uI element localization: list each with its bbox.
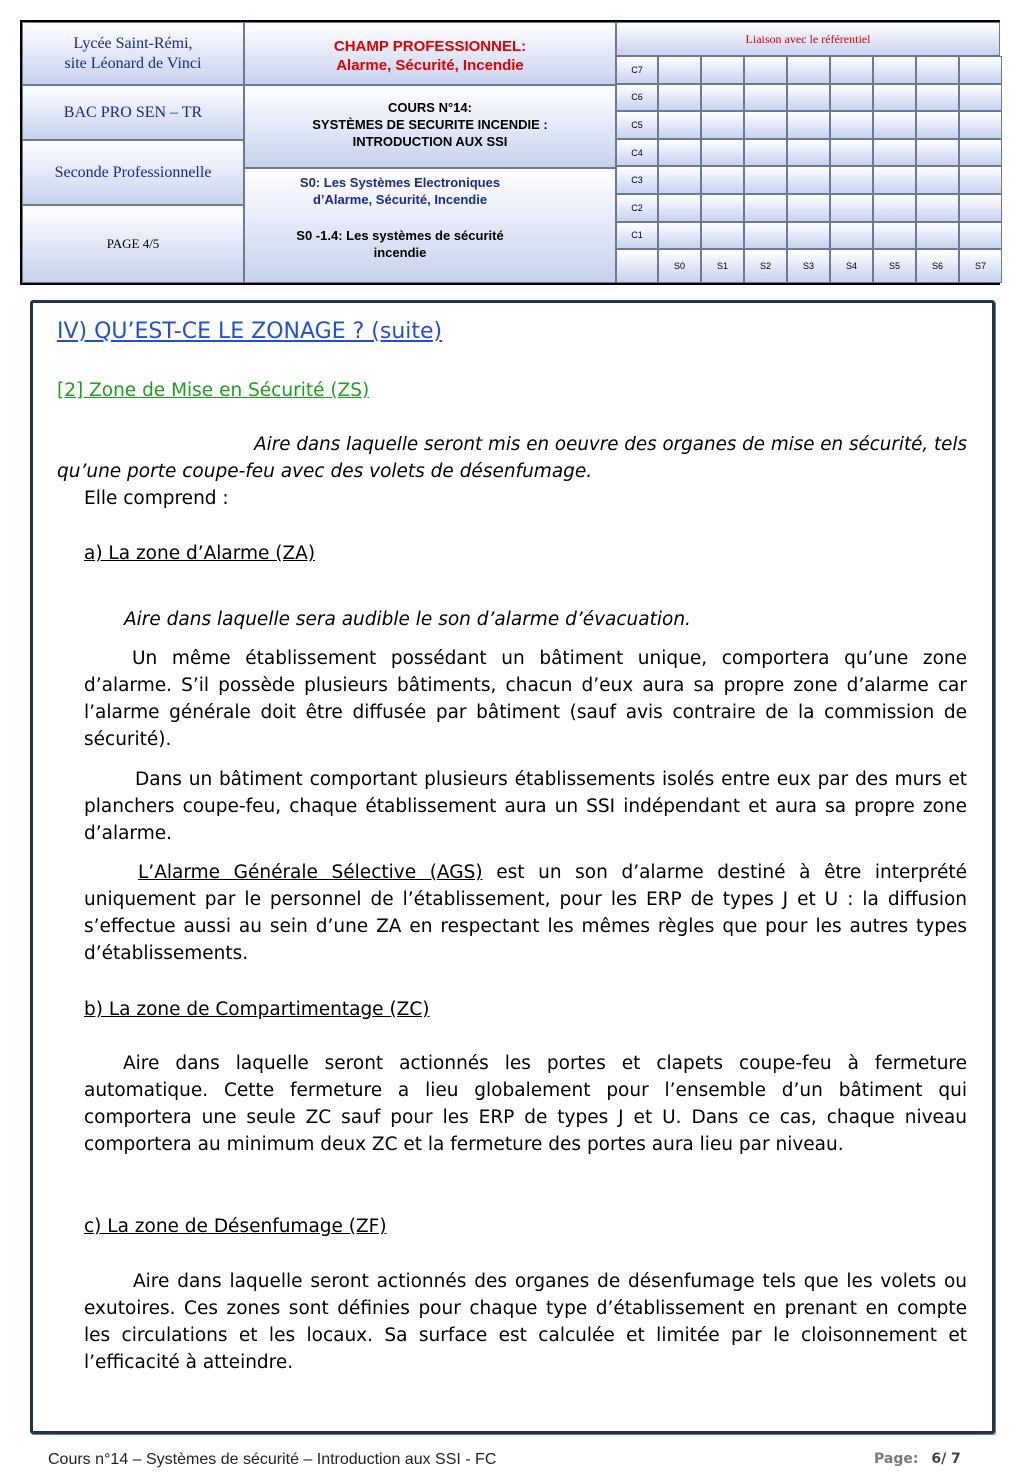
za-paragraph-2-text: Dans un bâtiment comportant plusieurs établissements isolés entre eux par des murs et planchers coupe-feu, chaque établissement aura un SSI indépendant et aura sa propre zone d’alarme. — [84, 769, 967, 844]
grid-cell — [787, 166, 830, 194]
grid-cell — [959, 56, 1002, 84]
grid-col-label: S2 — [744, 249, 787, 283]
grid-row-label: C5 — [616, 111, 658, 139]
zs-definition-line1: Aire dans laquelle seront mis en oeuvre des organes de mise en sécurité, tels — [254, 434, 967, 455]
grid-cell — [787, 56, 830, 84]
level-cell — [22, 140, 244, 205]
grid-cell — [830, 84, 873, 112]
grid-cell — [787, 139, 830, 167]
section-title: IV) QU’EST-CE LE ZONAGE ? (suite) — [57, 319, 443, 344]
grid-cell — [873, 111, 916, 139]
grid-row-label: C4 — [616, 139, 658, 167]
grid-row-label: C3 — [616, 166, 658, 194]
grid-cell — [787, 111, 830, 139]
grid-cell — [959, 222, 1002, 250]
grid-cell — [830, 166, 873, 194]
footer-page-label: Page: — [874, 1451, 919, 1467]
course-cell — [244, 85, 616, 168]
grid-cell — [701, 194, 744, 222]
grid-cell — [873, 222, 916, 250]
grid-cell — [744, 194, 787, 222]
grid-cell — [701, 139, 744, 167]
zf-title: c) La zone de Désenfumage (ZF) — [84, 1216, 387, 1237]
grid-cell — [701, 222, 744, 250]
school-site: site Léonard de Vinci — [64, 54, 202, 72]
grid-cell — [787, 194, 830, 222]
grid-cell — [658, 222, 701, 250]
grid-cell — [916, 222, 959, 250]
zf-paragraph — [84, 1268, 967, 1376]
page-label: PAGE 4/5 — [106, 236, 160, 251]
grid-cell — [744, 56, 787, 84]
grid-cell — [744, 166, 787, 194]
page-cell — [22, 205, 244, 283]
grid-cell — [744, 222, 787, 250]
liaison-header — [616, 22, 1000, 56]
program-cell — [22, 85, 244, 140]
grid-cell — [916, 111, 959, 139]
school-cell — [22, 22, 244, 85]
za-definition: Aire dans laquelle sera audible le son d’alarme d’évacuation. — [124, 609, 691, 630]
grid-row-label: C6 — [616, 84, 658, 112]
grid-cell — [830, 56, 873, 84]
footer-page-value: 6/ 7 — [931, 1451, 961, 1467]
grid-cell — [916, 84, 959, 112]
zc-paragraph — [84, 1050, 967, 1158]
school-name: Lycée Saint-Rémi, — [73, 34, 193, 52]
zc-paragraph-text: Aire dans laquelle seront actionnés les portes et clapets coupe-feu à fermeture automatique. Cette fermeture a lieu globalement pour l’ensemble d’un bâtiment qui comportera une seule ZC sauf pour les ERP de types J et U. Dans ce cas, chaque niveau comportera au minimum deux ZC et la fermeture des portes aura lieu par niveau. — [84, 1053, 967, 1155]
grid-cell — [701, 56, 744, 84]
course-title: SYSTÈMES DE SECURITE INCENDIE : — [312, 117, 548, 132]
za-paragraph-2 — [84, 766, 967, 847]
grid-cell — [658, 56, 701, 84]
grid-row-label: C1 — [616, 222, 658, 250]
includes-text: Elle comprend : — [84, 488, 229, 509]
za-paragraph-3 — [84, 859, 967, 967]
zc-title: b) La zone de Compartimentage (ZC) — [84, 999, 430, 1020]
footer-course: Cours n°14 – Systèmes de sécurité – Introduction aux SSI - FC — [48, 1451, 497, 1468]
sub-line1: S0 -1.4: Les systèmes de sécurité — [296, 228, 504, 243]
field-heading: CHAMP PROFESSIONNEL: — [333, 38, 527, 55]
header-table — [20, 20, 1000, 285]
grid-col-label: S5 — [873, 249, 916, 283]
grid-cell — [658, 139, 701, 167]
grid-cell — [959, 194, 1002, 222]
sub-line2: incendie — [373, 245, 427, 260]
grid-cell — [744, 139, 787, 167]
grid-row-label: C7 — [616, 56, 658, 84]
grid-cell — [830, 194, 873, 222]
grid-cell — [787, 84, 830, 112]
grid-cell — [959, 166, 1002, 194]
grid-cell — [701, 166, 744, 194]
grid-cell — [787, 222, 830, 250]
savoir-cell — [244, 168, 616, 283]
level-label: Seconde Professionnelle — [54, 163, 212, 181]
grid-cell — [959, 139, 1002, 167]
grid-corner — [616, 249, 658, 283]
grid-cell — [959, 111, 1002, 139]
za-paragraph-1-text: Un même établissement possédant un bâtiment unique, comportera qu’une zone d’alarme. S’il possède plusieurs bâtiments, chacun d’eux aura sa propre zone d’alarme car l’alarme générale doit être diffusée par bâtiment (sauf avis contraire de la commission de sécurité). — [84, 648, 967, 750]
za-title: a) La zone d’Alarme (ZA) — [84, 543, 316, 564]
grid-cell — [959, 84, 1002, 112]
grid-row-label: C2 — [616, 194, 658, 222]
grid-cell — [830, 222, 873, 250]
grid-cell — [873, 194, 916, 222]
s0-line2: d’Alarme, Sécurité, Incendie — [312, 192, 488, 207]
program-label: BAC PRO SEN – TR — [63, 103, 203, 121]
ags-term: L’Alarme Générale Sélective (AGS) — [138, 862, 483, 883]
zs-definition-line2: qu’une porte coupe-feu avec des volets de désenfumage. — [57, 461, 593, 482]
grid-col-label: S6 — [916, 249, 959, 283]
grid-cell — [873, 84, 916, 112]
grid-cell — [916, 56, 959, 84]
grid-cell — [873, 166, 916, 194]
za-paragraph-1 — [84, 645, 967, 753]
grid-cell — [701, 111, 744, 139]
grid-cell — [873, 139, 916, 167]
grid-col-label: S4 — [830, 249, 873, 283]
zf-paragraph-text: Aire dans laquelle seront actionnés des organes de désenfumage tels que les volets ou exutoires. Ces zones sont définies pour chaque type d’établissement en prenant en compte les circulations et les locaux. Sa surface est calculée et limitée par le cloisonnement et l’efficacité à atteindre. — [84, 1271, 967, 1373]
liaison-label: Liaison avec le référentiel — [745, 31, 871, 46]
grid-cell — [658, 84, 701, 112]
grid-cell — [744, 111, 787, 139]
field-cell — [244, 22, 616, 85]
course-subtitle: INTRODUCTION AUX SSI — [352, 134, 508, 149]
grid-cell — [701, 84, 744, 112]
course-number: COURS N°14: — [388, 100, 472, 115]
grid-cell — [916, 166, 959, 194]
grid-col-label: S0 — [658, 249, 701, 283]
grid-cell — [916, 139, 959, 167]
za-paragraph-3-text: est un son d’alarme destiné à être interprété uniquement par le personnel de l’établissement, pour les ERP de types J et U : la diffusion s’effectue aussi au sein d’une ZA en respectant les mêmes règles que pour les autres types d’établissements. — [84, 862, 967, 964]
zs-title: [2] Zone de Mise en Sécurité (ZS) — [57, 380, 370, 401]
field-name: Alarme, Sécurité, Incendie — [336, 57, 524, 74]
grid-cell — [658, 111, 701, 139]
grid-cell — [658, 194, 701, 222]
grid-cell — [744, 84, 787, 112]
grid-col-label: S7 — [959, 249, 1002, 283]
grid-col-label: S3 — [787, 249, 830, 283]
grid-cell — [873, 56, 916, 84]
s0-line1: S0: Les Systèmes Electroniques — [299, 175, 501, 190]
grid-cell — [916, 194, 959, 222]
footer-page — [874, 1451, 961, 1467]
grid-cell — [658, 166, 701, 194]
grid-cell — [830, 139, 873, 167]
grid-cell — [830, 111, 873, 139]
grid-col-label: S1 — [701, 249, 744, 283]
